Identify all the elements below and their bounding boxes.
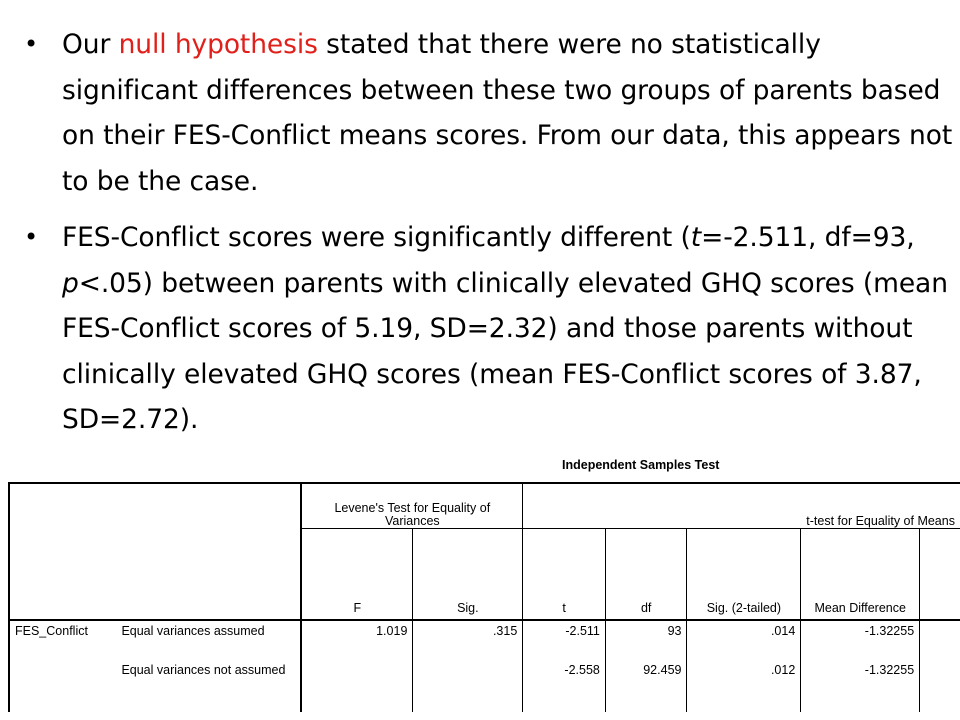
p-variable: p: [62, 267, 79, 299]
cell-t-row1: -2.511: [523, 620, 606, 664]
cell-df-row2: 92.459: [605, 664, 687, 712]
col-header-F: F: [353, 601, 362, 615]
col-header-df: df: [605, 528, 687, 620]
bullet-dot-icon: •: [24, 30, 39, 58]
row-label-variable-empty: [9, 664, 116, 712]
cell-df-row1: 93: [605, 620, 687, 664]
col-header-truncated: [920, 528, 960, 620]
bullet1-text-pre: Our: [62, 29, 119, 60]
ttest-header: t-test for Equality of Means: [523, 483, 960, 528]
independent-samples-table: [8, 482, 960, 712]
cell-sig-empty: [413, 664, 523, 712]
cell-truncated-row2: [920, 664, 960, 712]
bullet2-text-part2: =-2.511, df=93,: [701, 222, 915, 253]
bullet1-text-post: stated that there were no statistically significant differences between these two groups of parents based on their FES-Conflict means scores. From our data, this appears not to be the case.: [62, 29, 953, 197]
bullet-results: [22, 215, 957, 443]
t-variable: t: [690, 222, 702, 253]
bullet-dot-icon: •: [24, 223, 39, 251]
cell-sig2-row1: .014: [687, 620, 801, 664]
cell-mean-diff-row2: -1.32255: [801, 664, 920, 712]
cell-sig2-row2: .012: [687, 664, 801, 712]
cell-F-empty: [301, 664, 413, 712]
col-header-sig: Sig.: [413, 528, 523, 620]
bullet-list: [22, 22, 957, 454]
levene-header: Levene's Test for Equality of Variances: [301, 483, 522, 528]
bullet2-text-part1: FES-Conflict scores were significantly different (: [62, 222, 691, 253]
bullet2-text-part3: <.05) between parents with clinically elevated GHQ scores (mean FES-Conflict scores of 5.19, SD=2.32) and those parents without clinically elevated GHQ scores (mean FES-Conflict scores of 3.87, SD=2.72).: [62, 267, 948, 435]
table-corner: [9, 483, 301, 620]
table-title: Independent Samples Test: [562, 458, 720, 472]
row-label-equal-not-assumed: Equal variances not assumed: [116, 664, 301, 712]
col-header-t: t: [523, 528, 606, 620]
col-header-sig-2tailed: Sig. (2-tailed): [687, 528, 801, 620]
cell-F: 1.019: [301, 620, 413, 664]
row-label-equal-assumed: Equal variances assumed: [116, 620, 301, 664]
cell-mean-diff-row1: -1.32255: [801, 620, 920, 664]
cell-t-row2: -2.558: [523, 664, 606, 712]
col-header-mean-difference: Mean Difference: [801, 528, 920, 620]
cell-truncated-row1: [920, 620, 960, 664]
null-hypothesis-term: null hypothesis: [118, 29, 318, 60]
bullet-null-hypothesis: [22, 22, 957, 204]
row-label-variable: FES_Conflict: [9, 620, 116, 664]
cell-sig: .315: [413, 620, 523, 664]
